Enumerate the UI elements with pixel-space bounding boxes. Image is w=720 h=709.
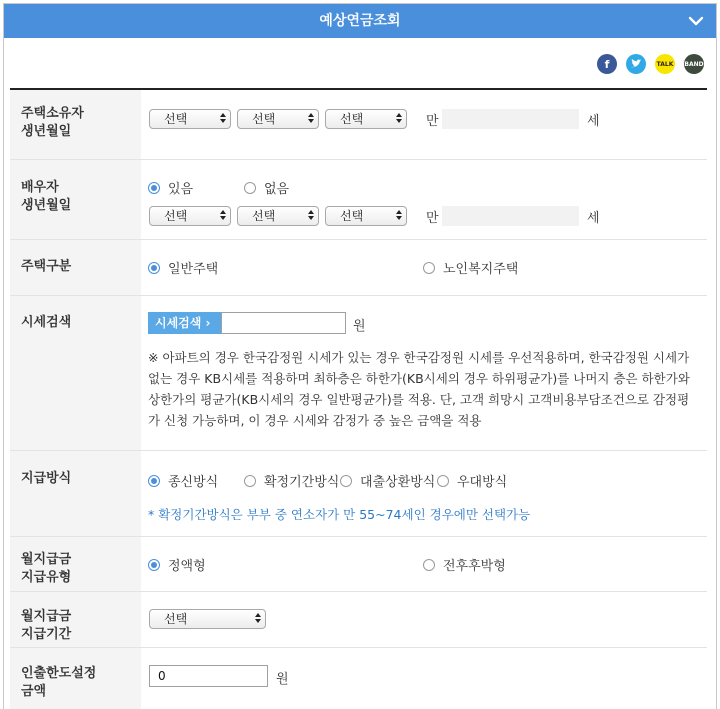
updown-arrow-icon: [220, 210, 226, 222]
kakaotalk-icon-text: TALK: [656, 60, 674, 68]
payment-preferential-label: 우대방식: [457, 475, 508, 490]
updown-arrow-icon: [396, 113, 402, 125]
monthly-type-front-loaded-radio[interactable]: [423, 555, 506, 574]
price-search-input[interactable]: [221, 312, 346, 334]
payment-method-label: 지급방식: [10, 451, 141, 536]
house-type-senior-label: 노인복지주택: [443, 262, 519, 277]
spouse-no-radio[interactable]: [244, 178, 289, 197]
house-type-senior-radio[interactable]: [423, 258, 518, 277]
band-icon[interactable]: [684, 54, 704, 74]
owner-birth-month-value: 선택: [252, 112, 276, 126]
owner-man-label: 만: [426, 114, 439, 129]
spouse-birth-month-value: 선택: [252, 209, 276, 223]
monthly-type-front-loaded-label: 전후후박형: [443, 559, 506, 574]
monthly-period-select[interactable]: [149, 609, 266, 629]
chevron-down-icon[interactable]: [688, 13, 704, 29]
spouse-birth-day-value: 선택: [340, 209, 364, 223]
payment-lifetime-label: 종신방식: [168, 475, 219, 490]
radio-selected-icon: [148, 475, 160, 487]
payment-method-note: * 확정기간방식은 부부 중 연소자가 만 55~74세인 경우에만 선택가능: [148, 507, 531, 522]
withdraw-limit-input[interactable]: 0: [149, 665, 268, 687]
payment-fixed-term-label: 확정기간방식: [264, 475, 340, 490]
radio-selected-icon: [148, 182, 160, 194]
price-unit: 원: [353, 319, 366, 334]
price-search-button[interactable]: 시세검색 ›: [148, 312, 221, 334]
monthly-period-value: 선택: [164, 612, 188, 626]
payment-fixed-term-radio[interactable]: [244, 471, 339, 490]
spouse-age-field: [442, 206, 579, 226]
spouse-yes-radio[interactable]: [148, 178, 193, 197]
page-title: 예상연금조회: [319, 13, 401, 29]
spouse-birth-year-value: 선택: [164, 209, 188, 223]
kakaotalk-icon[interactable]: [655, 54, 675, 74]
owner-age-unit: 세: [587, 114, 600, 129]
price-search-note: ※ 아파트의 경우 한국감정원 시세가 있는 경우 한국감정원 시세를 우선적용하며, 한국감정원 시세가 없는 경우 KB시세를 적용하며 최하층은 하한가(KB시세의 경우 하위평균가)를 나머지 층은 하한가와 상한가의 평균가(KB시세의 경우 일반평균가)를 적용. 단, 고객 희망시 고객비용부담조건으로 감정평가 신청 가능하며, 이 경우 시세와 감정가 중 높은 금액을 적용: [148, 350, 690, 428]
row-monthly-period: [10, 592, 707, 648]
owner-birth-year-select[interactable]: [149, 109, 231, 129]
row-monthly-type: [10, 537, 707, 592]
updown-arrow-icon: [308, 113, 314, 125]
radio-selected-icon: [148, 559, 160, 571]
owner-birth-day-select[interactable]: [325, 109, 407, 129]
monthly-type-label: 월지급금 지급유형: [10, 537, 141, 591]
owner-birth-day-value: 선택: [340, 112, 364, 126]
house-type-label: 주택구분: [10, 240, 141, 295]
radio-unselected-icon: [340, 475, 352, 487]
radio-unselected-icon: [244, 182, 256, 194]
radio-unselected-icon: [437, 475, 449, 487]
row-payment-method: [10, 451, 707, 537]
updown-arrow-icon: [255, 613, 261, 625]
updown-arrow-icon: [220, 113, 226, 125]
payment-lifetime-radio[interactable]: [148, 471, 218, 490]
updown-arrow-icon: [308, 210, 314, 222]
owner-birth-year-value: 선택: [164, 112, 188, 126]
house-type-general-label: 일반주택: [168, 262, 219, 277]
pension-form-panel: [3, 3, 717, 709]
owner-birth-month-select[interactable]: [237, 109, 319, 129]
header-bar: [4, 4, 716, 38]
twitter-icon[interactable]: [626, 54, 646, 74]
share-icons: [597, 54, 704, 74]
owner-age-field: [442, 109, 579, 129]
spouse-man-label: 만: [426, 211, 439, 226]
row-withdraw-limit: [10, 648, 707, 709]
radio-unselected-icon: [423, 262, 435, 274]
spouse-birth-month-select[interactable]: [237, 206, 319, 226]
row-price-search: [10, 296, 707, 451]
payment-preferential-radio[interactable]: [437, 471, 507, 490]
house-type-general-radio[interactable]: [148, 258, 218, 277]
row-owner-birth: [10, 90, 707, 160]
spouse-age-unit: 세: [587, 211, 600, 226]
payment-loan-repay-radio[interactable]: [340, 471, 435, 490]
spouse-birth-year-select[interactable]: [149, 206, 231, 226]
radio-unselected-icon: [244, 475, 256, 487]
monthly-type-fixed-radio[interactable]: [148, 555, 206, 574]
monthly-type-fixed-label: 정액형: [168, 559, 206, 574]
radio-selected-icon: [148, 262, 160, 274]
radio-unselected-icon: [423, 559, 435, 571]
monthly-period-label: 월지급금 지급기간: [10, 592, 141, 647]
row-spouse-birth: [10, 160, 707, 240]
withdraw-limit-unit: 원: [276, 672, 289, 687]
updown-arrow-icon: [396, 210, 402, 222]
withdraw-limit-label: 인출한도설정 금액: [10, 648, 141, 709]
spouse-birth-label: 배우자 생년월일: [10, 160, 141, 239]
payment-loan-repay-label: 대출상환방식: [360, 475, 436, 490]
spouse-yes-label: 있음: [168, 182, 194, 197]
spouse-birth-day-select[interactable]: [325, 206, 407, 226]
owner-birth-label: 주택소유자 생년월일: [10, 90, 141, 159]
row-house-type: [10, 240, 707, 296]
spouse-no-label: 없음: [264, 182, 290, 197]
price-search-label: 시세검색: [10, 296, 141, 450]
band-icon-text: BAND: [684, 60, 704, 68]
facebook-icon[interactable]: f: [597, 54, 617, 74]
